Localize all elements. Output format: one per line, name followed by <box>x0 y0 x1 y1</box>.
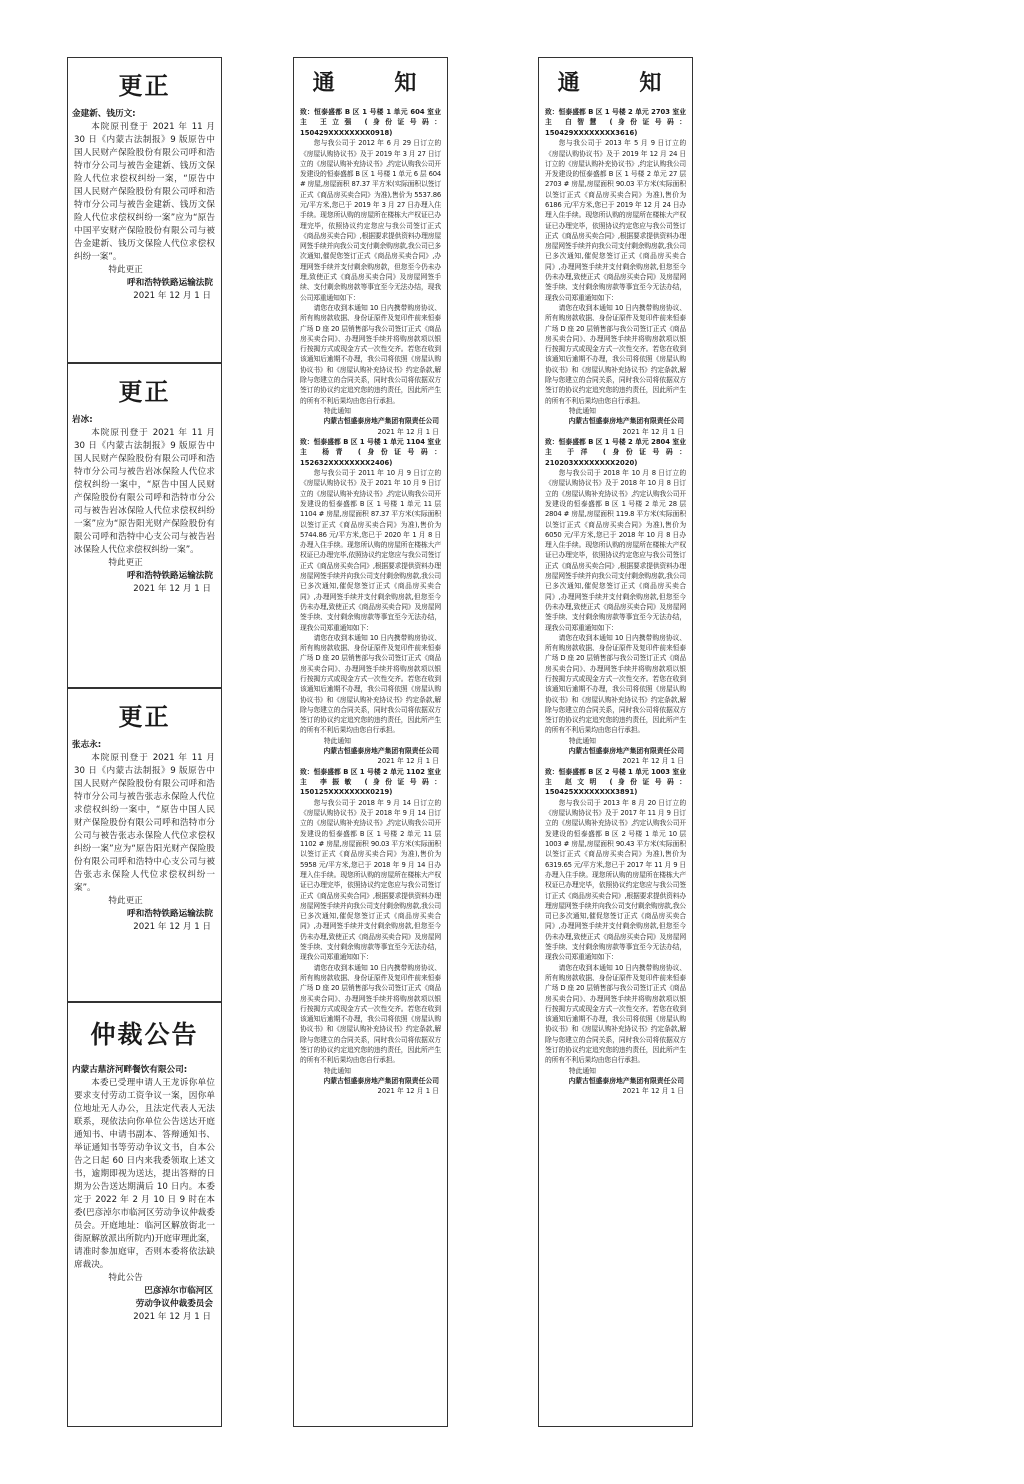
closing-phrase: 特此通知 <box>568 406 596 415</box>
signer: 内蒙古恒盛泰房地产集团有限责任公司 <box>568 417 684 426</box>
notice-body: 本院原刊登于 2021 年 11 月 30 日《内蒙古法制报》9 版原告中国人民财产保险股份有限公司呼和浩特市分公司与被告岩冰保险人代位求偿权纠纷一案中，“原告中国人民财产保险股份有限公司呼和浩特市分公司与被告岩冰保险人代位求偿权纠纷一案”应为“原告阳光财产保险股份有限公司呼和浩特中心支公司与被告岩冰保险人代位求偿权纠纷一案”。 <box>74 427 215 555</box>
closing-phrase: 特此更正 <box>108 895 143 906</box>
addressee: 金建新、钱历文: <box>72 109 136 119</box>
closing-phrase: 特此通知 <box>568 736 596 745</box>
closing-phrase: 特此通知 <box>323 406 351 415</box>
notice-date: 2021 年 12 月 1 日 <box>133 1311 211 1322</box>
correction-notice-2 <box>67 363 222 688</box>
closing-phrase: 特此通知 <box>323 1066 351 1075</box>
notice-body: 本委已受理申请人王龙诉你单位要求支付劳动工资争议一案，因你单位地址无人办公，且法定代表人无法联系，现依法向你单位公告送达开庭通知书、申请书副本、答辩通知书、举证通知书等劳动争议文书，自本公告之日起 60 日内来我委领取上述文书，逾期即视为送达，提出答辩的日期为公告送达期满后 10 日内。本委定于 2022 年 2 月 10 日 9 时在本委(巴彦淖尔市临河区劳动争议仲裁委员会。开庭地址：临河区解放街北一街原解放派出所院内)开庭审理此案，请准时参加庭审，否则本委将依法缺席裁决。 <box>74 1077 215 1270</box>
signer: 巴彦淖尔市临河区 <box>144 1285 213 1296</box>
notice-title: 通 知 <box>312 71 443 96</box>
closing-phrase: 特此更正 <box>108 264 143 275</box>
notice-body: 您与我公司于 2011 年 10 月 9 日订立的《房屋认购协议书》及于 2021 年 10 月 9 日订立的《房屋认购补充协议书》,约定认购我公司开发建设的恒泰盛都 B 区 1 号楼 1 单元 11 层 1104 # 房屋,房屋面积 87.37 平方米(实际面积以签订正式《商品房买卖合同》为准),售价为 5744.86 元/平方米,您已于 2020 年 1 月 8 日办理入住手续。现您所认购的房屋所在楼栋大产权证已办理完毕,依照协议约定您应与我公司签订正式《商品房买卖合同》,根据要求提供资料办理房屋网签手续并向我公司支付剩余购房款,我公司已多次通知,催促您签订正式《商品房买卖合同》,办理网签手续并支付剩余购房款,但您至今仍未办理,致使正式《商品房买卖合同》及房屋网签手续、支付剩余购房款等事宜至今无法办结，现我公司郑重通知如下： 请您在收到本通知 10 日内携带购房协议、所有购房款收据、身份证原件及复印件前来恒泰广场 D 座 20 层销售部与我公司签订正式《商品房买卖合同》、办理网签手续并将购房款项以银行按揭方式或现金方式一次性交齐。若您在收到该通知后逾期不办理，我公司将依照《房屋认购协议书》和《房屋认购补充协议书》约定条款,解除与您建立的合同关系，同时我公司将依据双方签订的协议约定追究您的违约责任，因此所产生的所有不利后果均由您自行承担。 <box>300 469 441 735</box>
correction-notice-1 <box>67 57 222 363</box>
notice-date: 2021 年 12 月 1 日 <box>133 290 211 301</box>
notice-recipient: 致：恒泰盛都 B 区 1 号楼 1 单元 604 室业主 王立强 (身份证号码：150429XXXXXXXX0918) <box>300 108 441 137</box>
signer: 呼和浩特铁路运输法院 <box>127 570 213 581</box>
notice-recipient: 致：恒泰盛都 B 区 1 号楼 2 单元 1102 室业主 李振敏 (身份证号码：150125XXXXXXXX0219) <box>300 767 441 797</box>
notice-column-2 <box>293 57 448 1427</box>
correction-notice-3 <box>67 688 222 1002</box>
notice-date: 2021 年 12 月 1 日 <box>622 427 684 436</box>
notice-title: 更正 <box>118 72 171 100</box>
notice-column-3 <box>538 57 693 1427</box>
notice-body: 您与我公司于 2013 年 8 月 20 日订立的《房屋认购协议书》及于 2017 年 11 月 9 日订立的《房屋认购补充协议书》,约定认购我公司开发建设的恒泰盛都 B 区 2 号楼 1 单元 10 层 1003 # 房屋,房屋面积 90.43 平方米(实际面积以签订正式《商品房买卖合同》为准),售价为 6319.65 元/平方米,您已于 2017 年 11 月 9 日办理入住手续。现您所认购的房屋所在楼栋大产权证已办理完毕，依照协议约定您应与我公司签订正式《商品房买卖合同》,根据要求提供资料办理房屋网签手续并向我公司支付剩余购房款,我公司已多次通知,催促您签订正式《商品房买卖合同》,办理网签手续并支付剩余购房款,但您至今仍未办理,致使正式《商品房买卖合同》及房屋网签手续、支付剩余购房款等事宜至今无法办结，现我公司郑重通知如下： 请您在收到本通知 10 日内携带购房协议、所有购房款收据、身份证原件及复印件前来恒泰广场 D 座 20 层销售部与我公司签订正式《商品房买卖合同》、办理网签手续并将购房款项以银行按揭方式或现金方式一次性交齐。若您在收到该通知后逾期不办理，我公司将依照《房屋认购协议书》和《房屋认购补充协议书》约定条款,解除与您建立的合同关系，同时我公司将依据双方签订的协议约定追究您的违约责任，因此所产生的所有不利后果均由您自行承担。 <box>545 798 686 1065</box>
notice-body: 本院原刊登于 2021 年 11 月 30 日《内蒙古法制报》9 版原告中国人民财产保险股份有限公司呼和浩特市分公司与被告张志永保险人代位求偿权纠纷一案中，“原告中国人民财产保险股份有限公司呼和浩特市分公司与被告张志永保险人代位求偿权纠纷一案”应为“原告阳光财产保险股份有限公司呼和浩特中心支公司与被告张志永保险人代位求偿权纠纷一案”。 <box>74 752 215 893</box>
notice-recipient: 致：恒泰盛都 B 区 1 号楼 2 单元 2703 室业主 白智慧 (身份证号码：150429XXXXXXXX3616) <box>545 108 686 137</box>
notice-date: 2021 年 12 月 1 日 <box>133 921 211 932</box>
notice-title: 通 知 <box>557 71 688 96</box>
notice-body: 本院原刊登于 2021 年 11 月 30 日《内蒙古法制报》9 版原告中国人民财产保险股份有限公司呼和浩特市分公司与被告金建新、钱历文保险人代位求偿权纠纷一案，“原告中国人民财产保险股份有限公司呼和浩特市分公司与被告金建新、钱历文保险人代位求偿权纠纷一案”应为“原告中国平安财产保险股份有限公司与被告金建新、钱历文保险人代位求偿权纠纷一案”。 <box>74 121 215 262</box>
notice-date: 2021 年 12 月 1 日 <box>622 1087 684 1096</box>
signer: 内蒙古恒盛泰房地产集团有限责任公司 <box>323 417 439 426</box>
closing-phrase: 特此公告 <box>108 1272 143 1283</box>
addressee: 张志永: <box>72 740 102 750</box>
notice-recipient: 致：恒泰盛都 B 区 1 号楼 1 单元 1104 室业主 杨青 (身份证号码：152632XXXXXXXX2406) <box>300 437 441 467</box>
signer: 内蒙古恒盛泰房地产集团有限责任公司 <box>568 747 684 756</box>
notice-recipient: 致：恒泰盛都 B 区 2 号楼 1 单元 1003 室业主 赵文明 (身份证号码：150425XXXXXXXX3891) <box>545 767 686 797</box>
notice-body: 您与我公司于 2018 年 10 月 8 日订立的《房屋认购协议书》及于 2018 年 10 月 8 日订立的《房屋认购补充协议书》,约定认购我公司开发建设的恒泰盛都 B 区 1 号楼 2 单元 28 层 2804 # 房屋,房屋面积 119.8 平方米(实际面积以签订正式《商品房买卖合同》为准),售价为 6050 元/平方米,您已于 2018 年 10 月 8 日办理入住手续。现您所认购的房屋所在楼栋大产权证已办理完毕，依照协议约定您应与我公司签订正式《商品房买卖合同》,根据要求提供资料办理房屋网签手续并向我公司支付剩余购房款,我公司已多次通知,催促您签订正式《商品房买卖合同》,办理网签手续并支付剩余购房款,但您至今仍未办理,致使正式《商品房买卖合同》及房屋网签手续、支付剩余购房款等事宜至今无法办结，现我公司郑重通知如下： 请您在收到本通知 10 日内携带购房协议、所有购房款收据、身份证原件及复印件前来恒泰广场 D 座 20 层销售部与我公司签订正式《商品房买卖合同》、办理网签手续并将购房款项以银行按揭方式或现金方式一次性交齐。若您在收到该通知后逾期不办理，我公司将依照《房屋认购协议书》和《房屋认购补充协议书》约定条款,解除与您建立的合同关系，同时我公司将依据双方签订的协议约定追究您的违约责任，因此所产生的所有不利后果均由您自行承担。 <box>545 469 686 735</box>
notice-title: 仲裁公告 <box>90 1020 199 1049</box>
signer: 呼和浩特铁路运输法院 <box>127 277 213 288</box>
notice-date: 2021 年 12 月 1 日 <box>377 757 439 766</box>
addressee: 岩冰: <box>72 415 93 425</box>
notice-body: 您与我公司于 2018 年 9 月 14 日订立的《房屋认购协议书》及于 2018 年 9 月 14 日订立的《房屋认购补充协议书》,约定认购我公司开发建设的恒泰盛都 B 区 1 号楼 2 单元 11 层 1102 # 房屋,房屋面积 90.03 平方米(实际面积以签订正式《商品房买卖合同》为准),售价为 5958 元/平方米,您已于 2018 年 9 月 14 日办理入住手续。现您所认购的房屋所在楼栋大产权证已办理完毕，依照协议约定您应与我公司签订正式《商品房买卖合同》,根据要求提供资料办理房屋网签手续并向我公司支付剩余购房款,我公司已多次通知,催促您签订正式《商品房买卖合同》,办理网签手续并支付剩余购房款,但您至今仍未办理,致使正式《商品房买卖合同》及房屋网签手续、支付剩余购房款等事宜至今无法办结，现我公司郑重通知如下： 请您在收到本通知 10 日内携带购房协议、所有购房款收据、身份证原件及复印件前来恒泰广场 D 座 20 层销售部与我公司签订正式《商品房买卖合同》、办理网签手续并将购房款项以银行按揭方式或现金方式一次性交齐。若您在收到该通知后逾期不办理，我公司将依照《房屋认购协议书》和《房屋认购补充协议书》约定条款,解除与您建立的合同关系，同时我公司将依据双方签订的协议约定追究您的违约责任，因此所产生的所有不利后果均由您自行承担。 <box>300 798 441 1065</box>
closing-phrase: 特此更正 <box>108 557 143 568</box>
closing-phrase: 特此通知 <box>568 1066 596 1075</box>
notice-date: 2021 年 12 月 1 日 <box>622 757 684 766</box>
notice-body: 您与我公司于 2013 年 5 月 9 日订立的《房屋认购协议书》及于 2019 年 12 月 24 日订立的《房屋认购补充协议书》,约定认购我公司开发建设的恒泰盛都 B 区 1 号楼 2 单元 27 层 2703 # 房屋,房屋面积 90.03 平方米(实际面积以签订正式《商品房买卖合同》为准),售价为 6186 元/平方米,您已于 2019 年 12 月 24 日办理入住手续。现您所认购的房屋所在楼栋大产权证已办理完毕，依照协议约定您应与我公司签订正式《商品房买卖合同》,根据要求提供资料办理房屋网签手续并向我公司支付剩余购房款,我公司已多次通知,催促您签订正式《商品房买卖合同》,办理网签手续并支付剩余购房款,但您至今仍未办理,致使正式《商品房买卖合同》及房屋网签手续、支付剩余购房款等事宜至今无法办结，现我公司郑重通知如下： 请您在收到本通知 10 日内携带购房协议、所有购房款收据、身份证原件及复印件前来恒泰广场 D 座 20 层销售部与我公司签订正式《商品房买卖合同》、办理网签手续并将购房款项以银行按揭方式或现金方式一次性交齐。若您在收到该通知后逾期不办理，我公司将依照《房屋认购协议书》和《房屋认购补充协议书》约定条款,解除与您建立的合同关系，同时我公司将依据双方签订的协议约定追究您的违约责任，因此所产生的所有不利后果均由您自行承担。 <box>545 139 686 405</box>
signer: 内蒙古恒盛泰房地产集团有限责任公司 <box>323 1076 439 1085</box>
notice-date: 2021 年 12 月 1 日 <box>133 583 211 594</box>
signer: 呼和浩特铁路运输法院 <box>127 908 213 919</box>
notice-title: 更正 <box>118 703 171 731</box>
signer: 内蒙古恒盛泰房地产集团有限责任公司 <box>323 747 439 756</box>
notice-body: 您与我公司于 2012 年 6 月 29 日订立的《房屋认购协议书》及于 2019 年 3 月 27 日订立的《房屋认购补充协议书》,约定认购我公司开发建设的恒泰盛都 B 区 1 号楼 1 单元 6 层 604 # 房屋,房屋面积 87.37 平方米(实际面积以签订正式《商品房买卖合同》为准),售价为 5537.86 元/平方米,您已于 2019 年 3 月 27 日办理入住手续。现您所认购的房屋所在楼栋大产权证已办理完毕，依照协议约定您应与我公司签订正式《商品房买卖合同》,根据要求提供资料办理房屋网签手续并向我公司支付剩余购房款,我公司已多次通知,催促您签订正式《商品房买卖合同》,办理网签手续并支付剩余购房款，但您至今仍未办理,致使正式《商品房买卖合同》及房屋网签手续、支付剩余购房款等事宜至今无法办结，现我公司郑重通知如下： 请您在收到本通知 10 日内携带购房协议、所有购房款收据、身份证原件及复印件前来恒泰广场 D 座 20 层销售部与我公司签订正式《商品房买卖合同》、办理网签手续并将购房款项以银行按揭方式或现金方式一次性交齐。若您在收到该通知后逾期不办理，我公司将依照《房屋认购协议书》和《房屋认购补充协议书》约定条款,解除与您建立的合同关系，同时我公司将依据双方签订的协议约定追究您的违约责任，因此所产生的所有不利后果均由您自行承担。 <box>300 139 441 405</box>
signer: 劳动争议仲裁委员会 <box>135 1298 213 1309</box>
closing-phrase: 特此通知 <box>323 736 351 745</box>
arbitration-notice <box>67 1002 222 1427</box>
signer: 内蒙古恒盛泰房地产集团有限责任公司 <box>568 1076 684 1085</box>
notice-date: 2021 年 12 月 1 日 <box>377 427 439 436</box>
notice-date: 2021 年 12 月 1 日 <box>377 1087 439 1096</box>
notice-recipient: 致：恒泰盛都 B 区 1 号楼 2 单元 2804 室业主 于洋 (身份证号码：210203XXXXXXXX2020) <box>545 437 686 467</box>
notice-title: 更正 <box>118 378 171 406</box>
addressee: 内蒙古鼎济河畔餐饮有限公司: <box>72 1065 188 1075</box>
